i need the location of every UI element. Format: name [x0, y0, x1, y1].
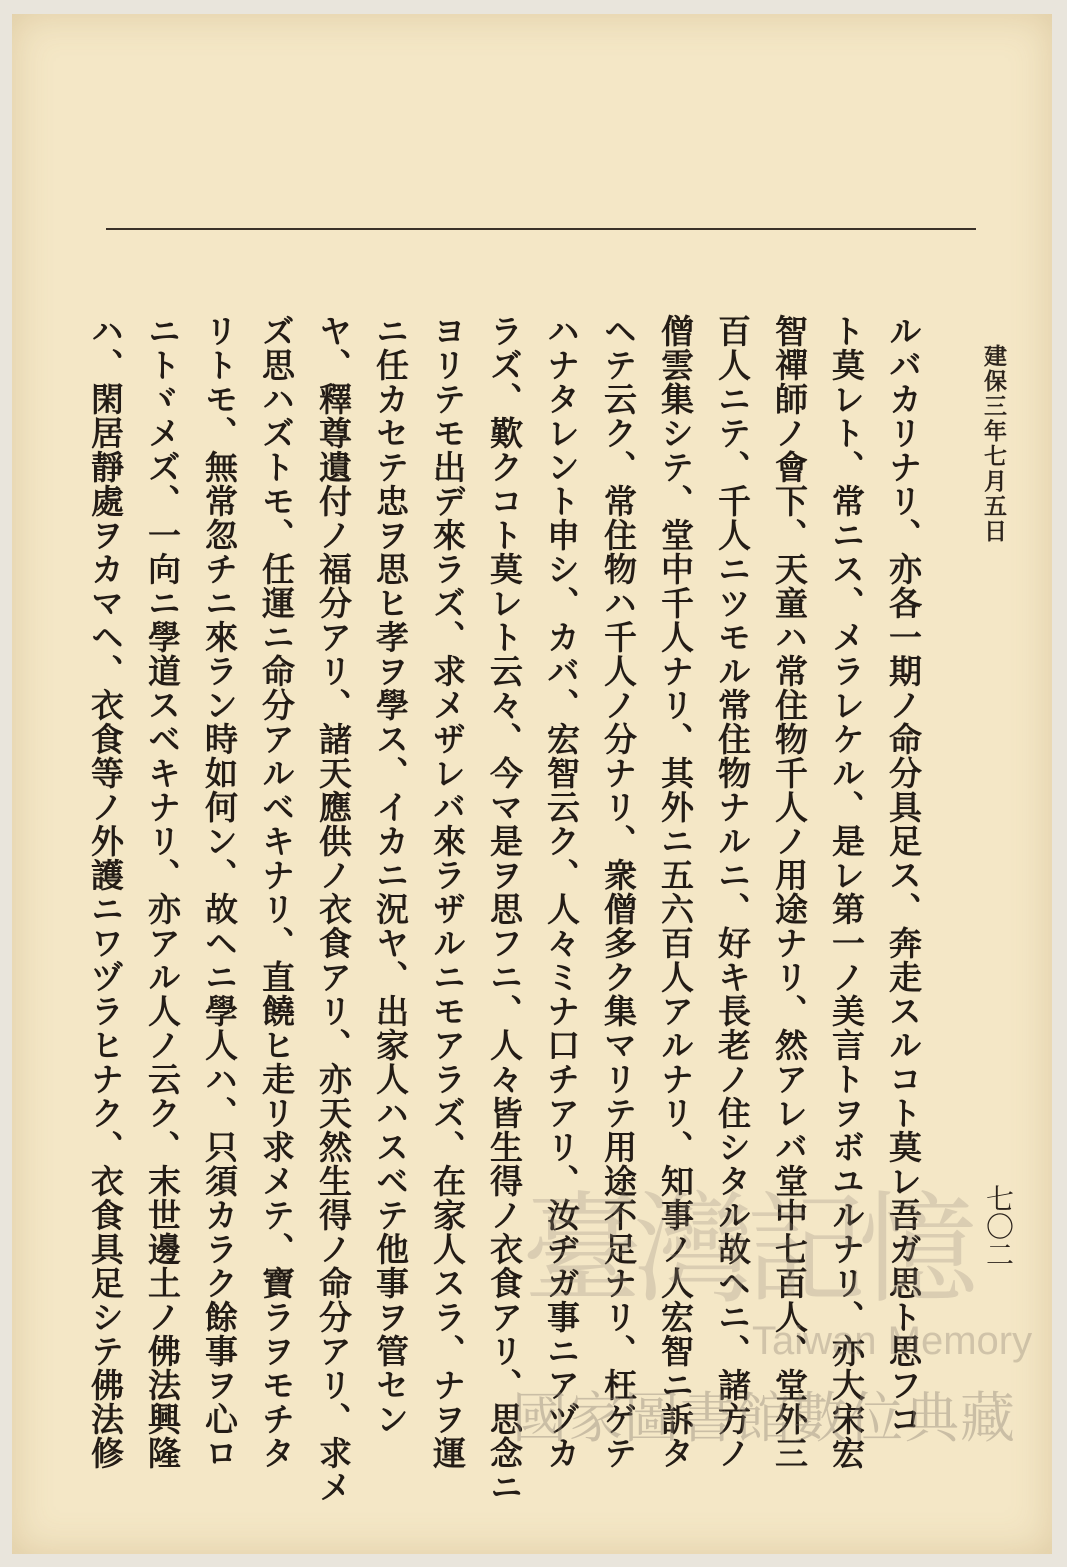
running-header-date: 建保三年七月五日 — [980, 344, 1007, 544]
text-line: ハナタレント申シ、カバ、宏智云ク、人々ミナ口チアリ、汝ヂガ事ニアヅカ — [542, 314, 581, 1470]
book-page — [12, 14, 1052, 1554]
text-line: リトモ、無常忽チニ來ラン時如何ン、故ヘニ學人ハ、只須カラク餘事ヲ心ロ — [200, 314, 239, 1470]
text-line: ニ任カセテ忠ヲ思ヒ孝ヲ學ス、イカニ況ヤ、出家人ハスベテ他事ヲ管セン — [371, 314, 410, 1436]
text-line: ト莫レト、常ニス、メラレケル、是レ第一ノ美言トヲボユルナリ、亦大宋宏 — [827, 314, 866, 1470]
text-line: ニトヾメズ、一向ニ學道スベキナリ、亦アル人ノ云ク、末世邊土ノ佛法興隆 — [143, 314, 182, 1470]
text-line: ズ思ハズトモ、任運ニ命分アルベキナリ、直饒ヒ走リ求メテ、寶ラヲモチタ — [257, 314, 296, 1470]
vertical-text-block — [86, 314, 932, 1504]
text-line: ヤ、釋尊遺付ノ福分アリ、諸天應供ノ衣食アリ、亦天然生得ノ命分アリ、求メ — [314, 314, 353, 1504]
page-number: 七〇二 — [982, 1184, 1015, 1268]
watermark-logo-text: 臺灣記憶 — [522, 1181, 970, 1320]
text-line: ルバカリナリ、亦各一期ノ命分具足ス、奔走スルコト莫レ吾ガ思ト思フコ — [884, 314, 923, 1436]
text-line: ヨリテモ出デ來ラズ、求メザレバ來ラザルニモアラズ、在家人スラ、ナヲ運 — [428, 314, 467, 1470]
text-line: ヘテ云ク、常住物ハ千人ノ分ナリ、衆僧多ク集マリテ用途不足ナリ、枉ゲテ — [599, 314, 638, 1470]
text-line: 百人ニテ、千人ニツモル常住物ナルニ、好キ長老ノ住シタル故ヘニ、諸方ノ — [713, 314, 752, 1470]
text-line: ハ、閑居靜處ヲカマヘ、衣食等ノ外護ニワヅラヒナク、衣食具足シテ佛法修 — [86, 314, 125, 1470]
text-line: ラズ、歎クコト莫レト云々、今マ是ヲ思フニ、人々皆生得ノ衣食アリ、思念ニ — [485, 314, 524, 1504]
text-line: 智禪師ノ會下、天童ハ常住物千人ノ用途ナリ、然アレバ堂中七百人、堂外三 — [770, 314, 809, 1470]
watermark-english: Taiwan Memory — [752, 1319, 1033, 1363]
header-rule — [106, 228, 976, 230]
watermark-chinese: 國家圖書館數位典藏 — [512, 1386, 1017, 1450]
text-line: 僧雲集シテ、堂中千人ナリ、其外ニ五六百人アルナリ、知事ノ人宏智ニ訴タ — [656, 314, 695, 1470]
